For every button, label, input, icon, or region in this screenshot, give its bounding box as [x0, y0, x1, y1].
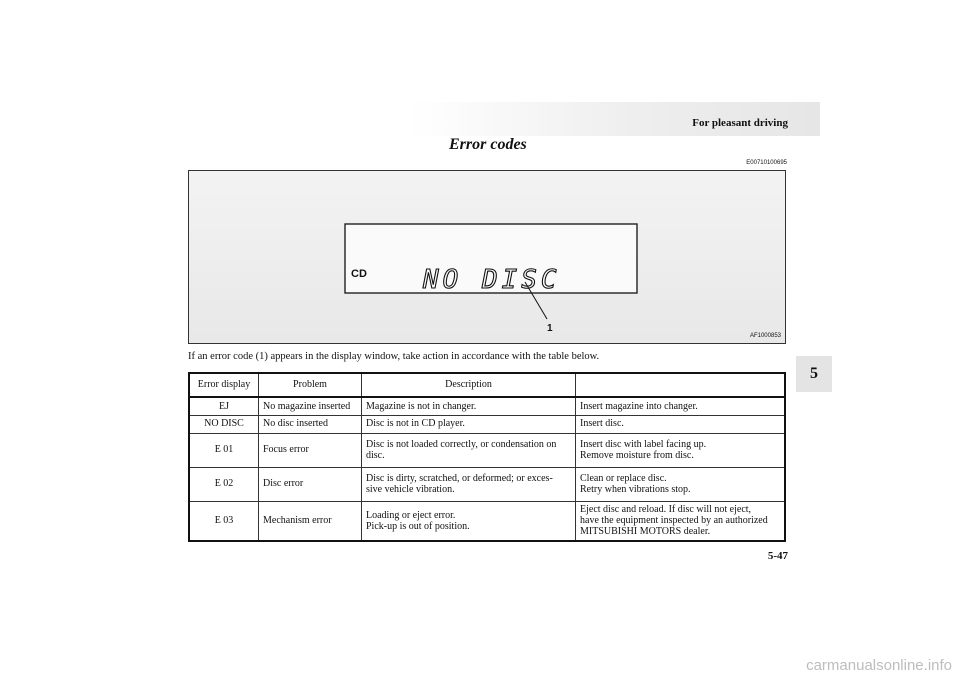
table-row	[189, 415, 785, 433]
cell-description-line: Pick-up is out of position.	[366, 520, 470, 532]
cell-problem: No disc inserted	[259, 415, 362, 433]
cell-description-line: Disc is not in CD player.	[366, 418, 465, 430]
table-row	[189, 397, 785, 415]
cell-error-code: E 02	[189, 467, 259, 501]
watermark: carmanualsonline.info	[806, 657, 952, 674]
cell-error-code: E 01	[189, 433, 259, 467]
cd-display-figure	[188, 170, 786, 344]
display-text: NO DISC	[423, 265, 561, 295]
cell-description-line: Disc is dirty, scratched, or deformed; or exces-	[366, 472, 553, 484]
page-number: 5-47	[767, 550, 788, 562]
intro-text: If an error code (1) appears in the display window, take action in accordance with the table below.	[188, 351, 600, 362]
cell-action	[576, 467, 786, 501]
cell-action-line: Insert disc with label facing up.	[580, 438, 707, 450]
cell-description	[362, 397, 576, 415]
cell-action-line: Clean or replace disc.	[580, 472, 667, 484]
cell-action-line: Insert disc.	[580, 418, 624, 430]
cell-action	[576, 501, 786, 541]
cell-description-line: Loading or eject error.	[366, 509, 456, 521]
cell-description	[362, 433, 576, 467]
cell-problem: Disc error	[259, 467, 362, 501]
error-code-table	[188, 372, 786, 542]
cell-action	[576, 433, 786, 467]
cell-problem: Focus error	[259, 433, 362, 467]
source-label: CD	[351, 268, 367, 280]
cell-action-line: MITSUBISHI MOTORS dealer.	[580, 526, 711, 538]
cell-problem: No magazine inserted	[259, 397, 362, 415]
cell-description-line: Magazine is not in changer.	[366, 400, 477, 412]
callout-number: 1	[547, 323, 553, 334]
cell-error-code: NO DISC	[189, 415, 259, 433]
figure-code: AF1000853	[749, 333, 781, 339]
display-illustration	[189, 171, 785, 343]
cell-action	[576, 397, 786, 415]
header-action	[576, 373, 786, 397]
table-row	[189, 433, 785, 467]
section-title: For pleasant driving	[692, 117, 788, 129]
cell-action-line: have the equipment inspected by an authorized	[580, 515, 768, 527]
header-error-display: Error display	[189, 373, 259, 397]
cell-description	[362, 415, 576, 433]
cell-action	[576, 415, 786, 433]
cell-description-line: sive vehicle vibration.	[366, 484, 455, 495]
doc-code: E00710100695	[746, 160, 787, 166]
table-row	[189, 467, 785, 501]
table-row	[189, 501, 785, 541]
cell-action-line: Insert magazine into changer.	[580, 400, 698, 412]
cell-error-code: E 03	[189, 501, 259, 541]
cell-action-line: Remove moisture from disc.	[580, 450, 694, 461]
cell-error-code: EJ	[189, 397, 259, 415]
cell-description	[362, 501, 576, 541]
page-heading: Error codes	[449, 136, 527, 153]
cell-action-line: Retry when vibrations stop.	[580, 484, 691, 495]
cell-description-line: Disc is not loaded correctly, or condensation on	[366, 438, 557, 450]
cell-description-line: disc.	[366, 450, 385, 461]
table-header-row	[189, 373, 785, 397]
header-problem: Problem	[259, 373, 362, 397]
cell-description	[362, 467, 576, 501]
cell-problem: Mechanism error	[259, 501, 362, 541]
cell-action-line: Eject disc and reload. If disc will not eject,	[580, 503, 752, 515]
chapter-tab: 5	[796, 356, 832, 392]
header-description: Description	[362, 373, 576, 397]
